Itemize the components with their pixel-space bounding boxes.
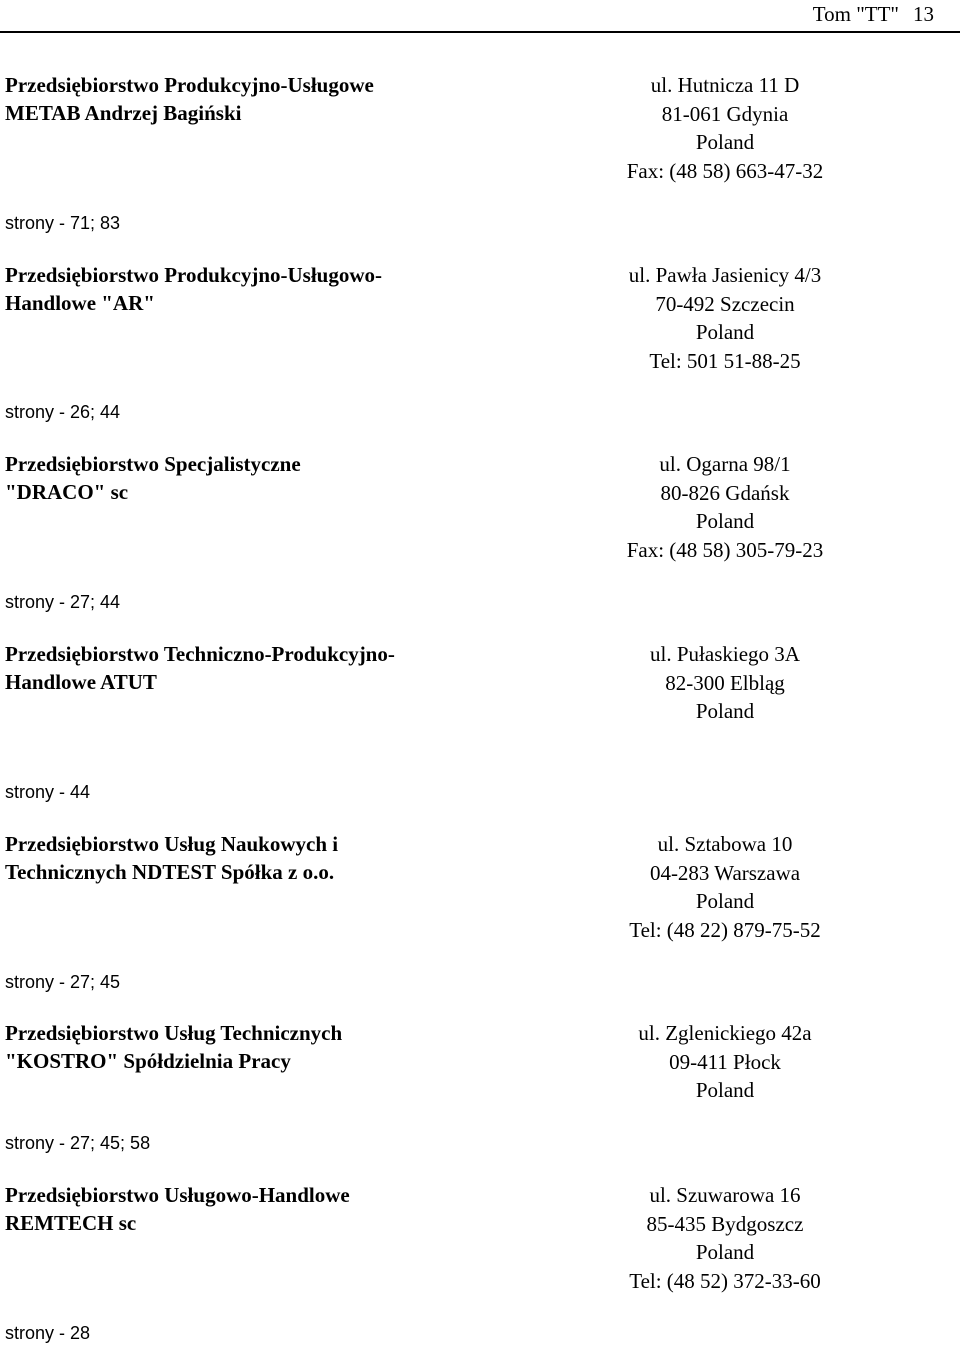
country: Poland: [695, 1240, 755, 1264]
company-address: [570, 261, 880, 375]
country: Poland: [695, 130, 755, 154]
running-header: [813, 1, 934, 27]
street: ul. Szuwarowa 16: [649, 1183, 801, 1207]
contact-number: Tel: 501 51-88-25: [649, 348, 801, 373]
postal-city: 80-826 Gdańsk: [660, 480, 790, 505]
street: ul. Hutnicza 11 D: [650, 73, 800, 97]
page-references: strony - 27; 44: [5, 592, 121, 612]
company-address: [570, 640, 880, 726]
company-name: Przedsiębiorstwo Usług Technicznych "KOSTRO" Spółdzielnia Pracy: [5, 1021, 343, 1073]
page-references: strony - 27; 45; 58: [5, 1133, 151, 1153]
company-address: [570, 1019, 880, 1105]
company-address: [570, 830, 880, 944]
contact-number: Fax: (48 58) 305-79-23: [626, 537, 824, 562]
company-name: Przedsiębiorstwo Usług Naukowych i Technicznych NDTEST Spółka z o.o.: [5, 832, 339, 884]
contact-number: Tel: (48 22) 879-75-52: [629, 917, 821, 942]
company-name: Przedsiębiorstwo Techniczno-Produkcyjno- Handlowe ATUT: [5, 642, 395, 694]
postal-city: 09-411 Płock: [669, 1049, 781, 1074]
page-references: strony - 28: [5, 1323, 91, 1343]
country: Poland: [695, 1078, 755, 1102]
postal-city: 04-283 Warszawa: [649, 860, 801, 885]
country: Poland: [695, 509, 755, 533]
postal-city: 85-435 Bydgoszcz: [646, 1211, 804, 1236]
page-references: strony - 71; 83: [5, 213, 121, 233]
page-header: [0, 0, 960, 33]
company-address: [570, 1181, 880, 1295]
street: ul. Zglenickiego 42a: [638, 1021, 812, 1045]
company-name: Przedsiębiorstwo Produkcyjno-Usługowe METAB Andrzej Bagiński: [5, 73, 374, 125]
page-references: strony - 26; 44: [5, 402, 121, 422]
volume-title: Tom "TT": [812, 2, 899, 26]
company-name: Przedsiębiorstwo Produkcyjno-Usługowo- Handlowe "AR": [5, 263, 383, 315]
country: Poland: [695, 320, 755, 344]
page-references: strony - 44: [5, 782, 91, 802]
country: Poland: [695, 699, 755, 723]
street: ul. Pułaskiego 3A: [650, 642, 800, 666]
postal-city: 81-061 Gdynia: [661, 101, 789, 126]
postal-city: 70-492 Szczecin: [655, 291, 795, 316]
street: ul. Ogarna 98/1: [659, 452, 791, 476]
company-address: [570, 71, 880, 185]
company-address: [570, 450, 880, 564]
street: ul. Sztabowa 10: [657, 832, 793, 856]
page-number: 13: [913, 2, 934, 26]
country: Poland: [695, 889, 755, 913]
street: ul. Pawła Jasienicy 4/3: [628, 263, 822, 287]
contact-number: Fax: (48 58) 663-47-32: [626, 158, 824, 183]
company-name: Przedsiębiorstwo Usługowo-Handlowe REMTECH sc: [5, 1183, 350, 1235]
postal-city: 82-300 Elbląg: [665, 670, 785, 695]
contact-number: Tel: (48 52) 372-33-60: [629, 1268, 821, 1293]
company-name: Przedsiębiorstwo Specjalistyczne "DRACO" sc: [5, 452, 301, 504]
page-references: strony - 27; 45: [5, 972, 121, 992]
